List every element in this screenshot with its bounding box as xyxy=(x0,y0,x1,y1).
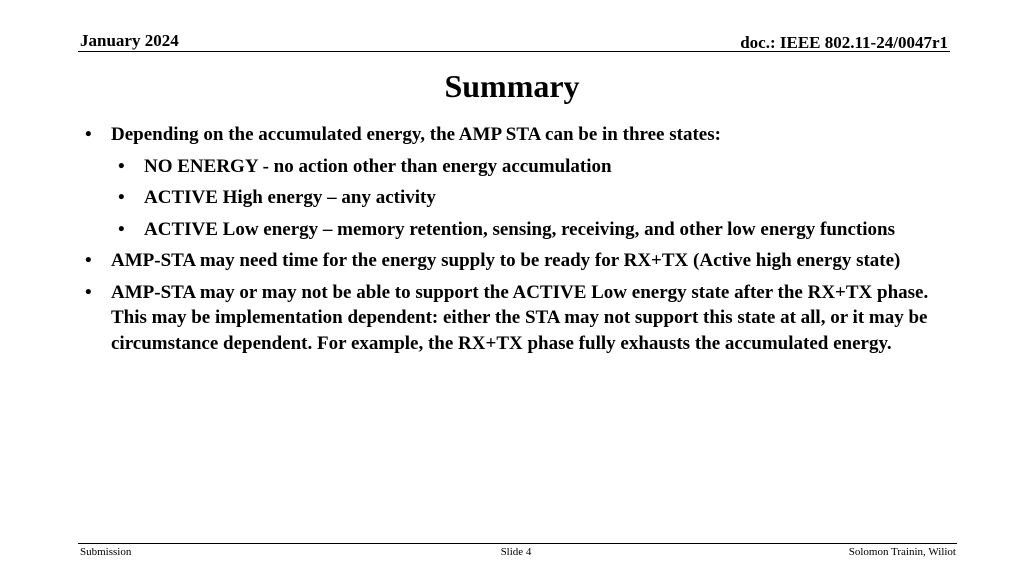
bullet-text: AMP-STA may need time for the energy supply to be ready for RX+TX (Active high energy state) xyxy=(111,250,901,271)
footer-author: Solomon Trainin, Wiliot xyxy=(848,546,956,558)
sub-bullet-text: ACTIVE High energy – any activity xyxy=(144,187,436,208)
header-doc-id: doc.: IEEE 802.11-24/0047r1 xyxy=(740,33,948,52)
bullet-item xyxy=(82,248,952,274)
bullet-marker: • xyxy=(85,250,92,271)
header-divider xyxy=(78,51,950,52)
sub-bullet-item xyxy=(82,185,952,211)
bullet-marker: • xyxy=(85,281,92,303)
bullet-marker: • xyxy=(118,155,125,177)
bullet-marker: • xyxy=(118,187,125,208)
bullet-marker: • xyxy=(118,218,125,240)
header-date: January 2024 xyxy=(80,31,179,50)
slide-content xyxy=(82,122,952,362)
bullet-text: AMP-STA may or may not be able to support the ACTIVE Low energy state after the RX+TX phase. This may be implementation dependent: either the STA may not support this state at all, or it may be circumstance dependent. For example, the RX+TX phase fully exhausts the accumulated energy. xyxy=(111,281,929,354)
bullet-item xyxy=(82,280,952,357)
bullet-item xyxy=(82,122,952,148)
sub-bullet-text: ACTIVE Low energy – memory retention, sensing, receiving, and other low energy functions xyxy=(144,218,895,240)
sub-bullet-text: NO ENERGY - no action other than energy accumulation xyxy=(144,155,612,177)
bullet-text: Depending on the accumulated energy, the AMP STA can be in three states: xyxy=(111,124,721,145)
footer-submission: Submission xyxy=(80,546,132,558)
footer-divider xyxy=(78,543,957,544)
slide-title: Summary xyxy=(444,68,580,104)
sub-bullet-item xyxy=(82,217,952,243)
bullet-marker: • xyxy=(85,124,92,145)
footer-slide-number: Slide 4 xyxy=(500,546,532,558)
sub-bullet-item xyxy=(82,154,952,180)
